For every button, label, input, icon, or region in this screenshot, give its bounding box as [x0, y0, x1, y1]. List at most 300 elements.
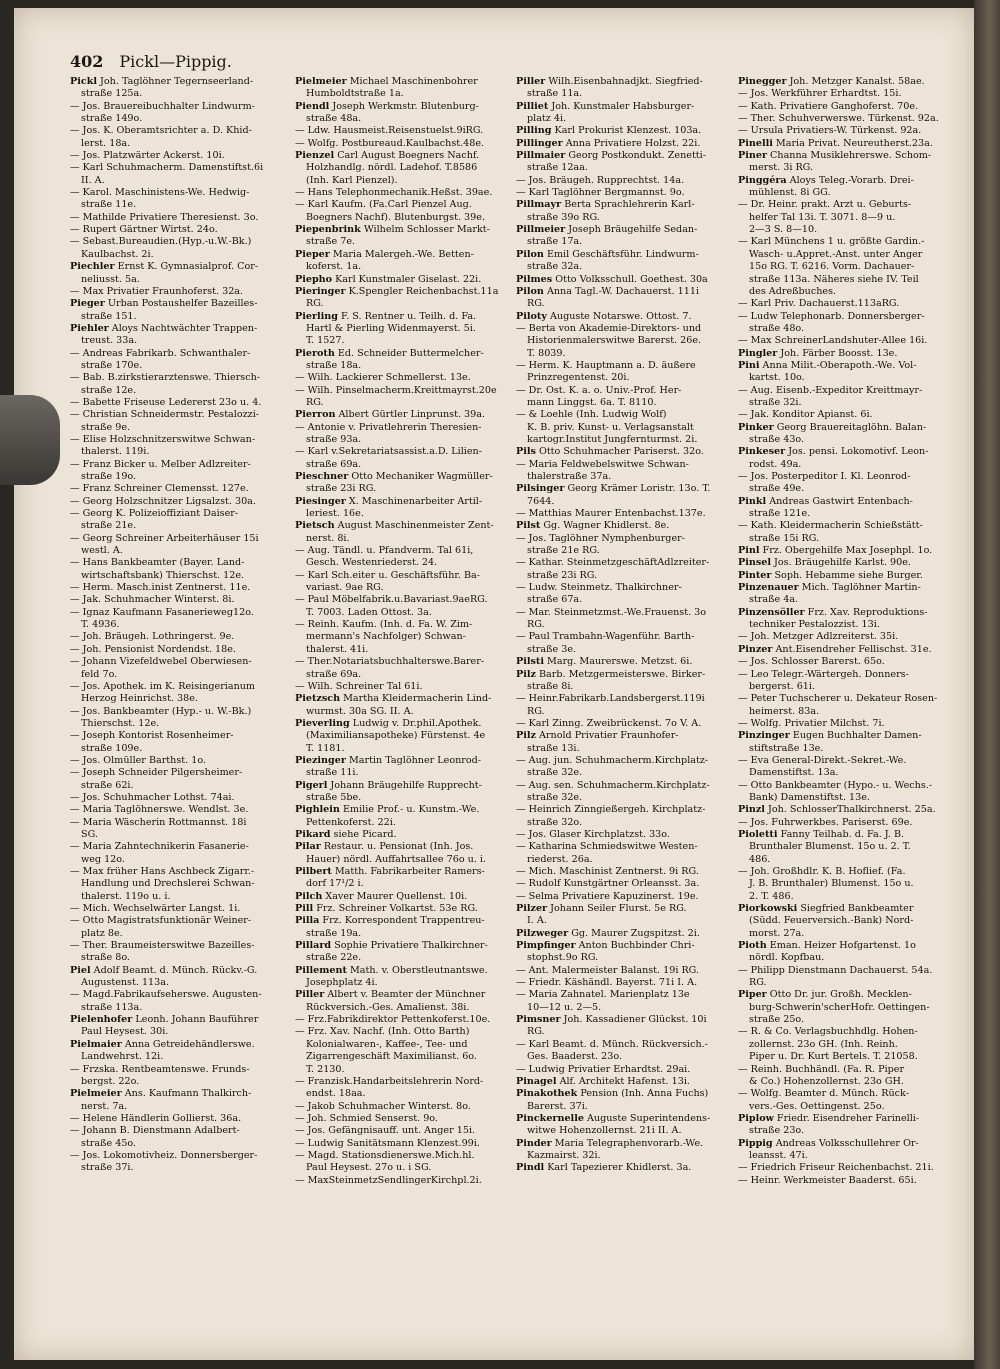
- entry-text: — Babette Friseuse Ledererst 23o u. 4.: [70, 396, 262, 408]
- entry-continuation: Barerst. 37i.: [527, 1100, 588, 1112]
- entry-surname: Pioletti: [738, 828, 778, 840]
- entry-surname: Pieverling: [295, 717, 350, 729]
- entry-text: — Ludw. Steinmetz. Thalkirchner-: [516, 582, 682, 594]
- entry-text: — Aug. Eisenb.-Expeditor Kreittmayr-: [738, 384, 923, 396]
- entry-continuation: Brunthaler Blumenst. 15o u. 2. T.: [749, 841, 911, 853]
- entry-text: Gg. Wagner Khidlerst. 8e.: [540, 520, 670, 532]
- entry-surname: Pinegger: [738, 76, 787, 87]
- directory-entry: [295, 718, 517, 730]
- directory-entry: [516, 693, 738, 705]
- entry-continuation: thalerst. 119o u. i.: [81, 890, 171, 902]
- entry-surname: Pilon: [516, 248, 544, 260]
- directory-entry: [516, 1113, 738, 1125]
- directory-entry: [738, 607, 946, 619]
- directory-entry: [295, 903, 517, 915]
- directory-entry: [516, 533, 738, 545]
- directory-entry: [295, 1026, 517, 1038]
- directory-entry: [70, 681, 292, 693]
- entry-continuation: I. A.: [527, 915, 547, 927]
- entry-text: Channa Musiklehrerswe. Schom-: [767, 150, 932, 162]
- entry-surname: Piner: [738, 150, 767, 162]
- page-clip-tab: [0, 395, 60, 485]
- directory-entry: [516, 804, 738, 816]
- entry-text: Frz. Korrespondent Trappentreu-: [319, 915, 485, 927]
- entry-surname: Pinker: [738, 421, 774, 433]
- entry-text: Mich. Taglöhner Martin-: [798, 582, 921, 594]
- entry-continuation: straße 69a.: [306, 668, 362, 680]
- entry-continuation: merst. 3i RG.: [749, 162, 814, 174]
- directory-entry: [516, 1162, 738, 1174]
- entry-text: Barb. Metzgermeisterswe. Birker-: [535, 668, 706, 680]
- directory-entry: [516, 940, 738, 952]
- entry-text: — Mar. Steinmetzmst.-We.Frauenst. 3o: [516, 606, 707, 618]
- entry-continuation: feld 7o.: [81, 668, 118, 680]
- entry-continuation: RG.: [527, 705, 545, 717]
- directory-entry: [738, 631, 946, 643]
- directory-entry: [295, 446, 517, 458]
- entry-text: — Christian Schneidermstr. Pestalozzi-: [70, 409, 260, 421]
- entry-surname: Pikard: [295, 828, 331, 840]
- entry-continuation: Herzog Heinrichst. 38e.: [81, 693, 198, 705]
- entry-continuation: neliusst. 5a.: [81, 273, 140, 285]
- directory-entry: [70, 940, 292, 952]
- directory-entry: [295, 409, 517, 421]
- entry-continuation: straße 48o.: [749, 322, 805, 334]
- entry-continuation: helfer Tal 13i. T. 3071. 8—9 u.: [749, 211, 896, 223]
- entry-text: Ludwig v. Dr.phil.Apothek.: [349, 717, 482, 729]
- directory-entry: [295, 841, 517, 853]
- entry-continuation: straße 43o.: [749, 433, 805, 445]
- entry-surname: Pillmeier: [516, 224, 566, 236]
- directory-entry: [516, 1014, 738, 1026]
- entry-text: Joh. Kunstmaler Habsburger-: [548, 100, 695, 112]
- entry-continuation: Augustenst. 113a.: [81, 977, 170, 989]
- entry-continuation: dorf 17¹/2 i.: [306, 878, 364, 890]
- directory-entry: [70, 730, 292, 742]
- entry-continuation: wurmst. 30a SG. II. A.: [306, 705, 414, 717]
- directory-entry: [516, 224, 738, 236]
- directory-entry: [295, 755, 517, 767]
- entry-continuation: straße 13i.: [527, 742, 580, 754]
- directory-entry: [70, 162, 292, 174]
- directory-entry: [738, 1175, 946, 1187]
- directory-entry: [295, 311, 517, 323]
- directory-entry: [295, 1125, 517, 1137]
- entry-surname: Pilzer: [516, 903, 548, 915]
- directory-entry: [516, 187, 738, 199]
- directory-entry: [70, 348, 292, 360]
- entry-continuation: westl. A.: [81, 545, 123, 557]
- entry-continuation: Boegners Nachf). Blutenburgst. 39e.: [306, 211, 485, 223]
- entry-text: — Aug. Tändl. u. Pfandverm. Tal 61i,: [295, 545, 474, 557]
- entry-continuation: thalerstraße 37a.: [527, 471, 612, 482]
- entry-text: — Otto Magistratsfunktionär Weiner-: [70, 915, 252, 927]
- entry-continuation: nerst. 7a.: [81, 1100, 128, 1112]
- entry-continuation: straße 15i RG.: [749, 532, 820, 544]
- directory-entry: [738, 669, 946, 681]
- entry-surname: Pinckernelle: [516, 1112, 584, 1124]
- directory-entry: [70, 755, 292, 767]
- entry-text: — Georg Schreiner Arbeiterhäuser 15i: [70, 532, 259, 544]
- directory-entry: [70, 607, 292, 619]
- entry-text: Siegfried Bankbeamter: [797, 903, 914, 915]
- entry-text: — Kath. Kleidermacherin Schießstätt-: [738, 520, 923, 532]
- directory-entry: [70, 459, 292, 471]
- entry-text: Emilie Prof.- u. Kunstm.-We.: [339, 804, 480, 816]
- entry-text: — Mathilde Privatiere Theresienst. 3o.: [70, 211, 259, 223]
- directory-entry: [738, 113, 946, 125]
- entry-text: — Karl Münchens 1 u. größte Gardin.-: [738, 236, 925, 248]
- entry-text: K.Spengler Reichenbachst.11a: [345, 285, 499, 297]
- entry-continuation: mann Linggst. 6a. T. 8110.: [527, 396, 657, 408]
- entry-continuation: rodst. 49a.: [749, 458, 802, 470]
- directory-entry: [295, 940, 517, 952]
- entry-continuation: straße 45o.: [81, 1137, 137, 1149]
- directory-entry: [738, 1088, 946, 1100]
- entry-text: Anna Privatiere Holzst. 22i.: [562, 137, 701, 149]
- directory-entry: [295, 804, 517, 816]
- entry-text: — R. & Co. Verlagsbuchhdlg. Hohen-: [738, 1026, 918, 1038]
- entry-continuation: straße 19o.: [81, 471, 137, 482]
- entry-text: August Maschinenmeister Zent-: [334, 520, 494, 532]
- directory-entry: [516, 780, 738, 792]
- entry-text: Frz. Schreiner Volkartst. 53e RG.: [313, 903, 478, 915]
- entry-text: Johann Bräugehilfe Rupprecht-: [327, 779, 482, 791]
- entry-continuation: straße 113a. Näheres siehe IV. Teil: [749, 273, 919, 285]
- entry-continuation: endst. 18aa.: [306, 1088, 366, 1100]
- entry-continuation: stophst.9o RG.: [527, 952, 599, 964]
- entry-continuation: Prinzregentenst. 20i.: [527, 372, 630, 384]
- entry-surname: Pinggéra: [738, 174, 787, 186]
- entry-text: Karl Prokurist Klenzest. 103a.: [551, 125, 702, 137]
- entry-continuation: 7644.: [527, 495, 555, 507]
- entry-text: — Paul Trambahn-Wagenführ. Barth-: [516, 631, 695, 643]
- directory-entry: [295, 138, 517, 150]
- directory-entry: [70, 644, 292, 656]
- entry-continuation: J. B. Brunthaler) Blumenst. 15o u.: [749, 878, 914, 890]
- entry-continuation: Kazmairst. 32i.: [527, 1149, 601, 1161]
- directory-entry: [516, 101, 738, 113]
- entry-surname: Pilliet: [516, 100, 549, 112]
- entry-text: Maria Malergeh.-We. Betten-: [329, 248, 474, 260]
- entry-text: — Karl Taglöhner Bergmannst. 9o.: [516, 187, 685, 199]
- entry-continuation: thalerst. 41i.: [306, 643, 369, 655]
- directory-entry: [70, 236, 292, 248]
- directory-entry: [738, 360, 946, 372]
- directory-entry: [516, 1076, 738, 1088]
- entry-text: — Ther. Braumeisterswitwe Bazeilles-: [70, 940, 255, 952]
- entry-continuation: Rückversich.-Ges. Amalienst. 38i.: [306, 1001, 470, 1013]
- directory-entry: [516, 878, 738, 890]
- directory-entry: [516, 1039, 738, 1051]
- entry-continuation: straße 21e RG.: [527, 545, 600, 557]
- directory-entry: [516, 150, 738, 162]
- entry-text: — Helene Händlerin Gollierst. 36a.: [70, 1112, 242, 1124]
- directory-entry: [70, 150, 292, 162]
- directory-entry: [70, 372, 292, 384]
- directory-entry: [516, 360, 738, 372]
- entry-continuation: straße 9e.: [81, 421, 131, 433]
- directory-entry: [70, 125, 292, 137]
- entry-continuation: straße 12aa.: [527, 162, 588, 174]
- entry-text: Michael Maschinenbohrer: [346, 76, 478, 87]
- entry-text: — MaxSteinmetzSendlingerKirchpl.2i.: [295, 1174, 482, 1186]
- entry-text: — Ludwig Sanitätsmann Klenzest.99i.: [295, 1137, 480, 1149]
- entry-text: — Matthias Maurer Entenbachst.137e.: [516, 508, 706, 520]
- entry-text: — Karl v.Sekretariatsassist.a.D. Lilien-: [295, 446, 482, 458]
- directory-entry: [295, 1175, 517, 1187]
- entry-text: — Karl Zinng. Zweibrückenst. 7o V. A.: [516, 717, 702, 729]
- entry-surname: Pilsinger: [516, 483, 565, 495]
- entry-surname: Pinakothek: [516, 1088, 578, 1100]
- column-1: [70, 76, 292, 1346]
- directory-entry: [295, 1138, 517, 1150]
- entry-text: — Magd.Fabrikaufseherswe. Augusten-: [70, 989, 262, 1001]
- entry-continuation: straße 21e.: [81, 520, 137, 532]
- directory-entry: [738, 520, 946, 532]
- entry-continuation: Josephplatz 4i.: [306, 977, 378, 989]
- entry-surname: Pinkl: [738, 495, 767, 507]
- entry-continuation: straße 32a.: [527, 261, 583, 273]
- entry-text: — Jos. Lokomotivheiz. Donnersberger-: [70, 1149, 258, 1161]
- entry-text: — Maria Feldwebelswitwe Schwan-: [516, 458, 689, 470]
- entry-continuation: SG.: [81, 828, 98, 840]
- entry-text: — Franz Schreiner Clemensst. 127e.: [70, 483, 249, 495]
- directory-entry: [70, 1125, 292, 1137]
- entry-text: Joh. Färber Boosst. 13e.: [777, 347, 898, 359]
- directory-entry: [738, 298, 946, 310]
- directory-entry: [295, 422, 517, 434]
- directory-entry: [738, 1113, 946, 1125]
- entry-text: Berta Sprachlehrerin Karl-: [561, 199, 695, 211]
- entry-continuation: II. A.: [81, 174, 105, 186]
- entry-continuation: weg 12o.: [81, 853, 125, 865]
- directory-entry: [70, 261, 292, 273]
- entry-text: — Rupert Gärtner Wirtst. 24o.: [70, 224, 218, 236]
- entry-continuation: heimerst. 83a.: [749, 705, 820, 717]
- entry-surname: Pilmes: [516, 273, 553, 285]
- entry-surname: Pinzl: [738, 804, 765, 816]
- entry-continuation: straße 32e.: [527, 767, 583, 779]
- directory-entry: [70, 298, 292, 310]
- entry-continuation: platz 4i.: [527, 113, 567, 125]
- entry-continuation: Pettenkoferst. 22i.: [306, 816, 396, 828]
- entry-text: — Wolfg. Beamter d. Münch. Rück-: [738, 1088, 909, 1100]
- entry-continuation: straße 3e.: [527, 643, 577, 655]
- directory-entry: [70, 1113, 292, 1125]
- directory-entry: [516, 274, 738, 286]
- entry-text: Jos. pensi. Lokomotivf. Leon-: [785, 446, 929, 458]
- directory-entry: [738, 989, 946, 1001]
- directory-entry: [516, 903, 738, 915]
- entry-continuation: Historienmalerswitwe Barerst. 26e.: [527, 335, 702, 347]
- directory-entry: [295, 866, 517, 878]
- entry-text: — Otto Bankbeamter (Hypo.- u. Wechs.-: [738, 779, 933, 791]
- entry-continuation: Piper u. Dr. Kurt Bertels. T. 21058.: [749, 1051, 918, 1063]
- directory-entry: [738, 199, 946, 211]
- directory-entry: [738, 311, 946, 323]
- directory-entry: [516, 1064, 738, 1076]
- directory-entry: [516, 891, 738, 903]
- entry-text: — Hans Bankbeamter (Bayer. Land-: [70, 557, 245, 569]
- entry-text: Otto Schuhmacher Pariserst. 32o.: [535, 446, 704, 458]
- book-edge: [974, 0, 1000, 1369]
- entry-text: Fanny Teilhab. d. Fa. J. B.: [777, 828, 905, 840]
- entry-surname: Pieper: [295, 248, 330, 260]
- directory-entry: [516, 385, 738, 397]
- directory-entry: [70, 965, 292, 977]
- entry-text: Urban Postaushelfer Bazeilles-: [104, 298, 258, 310]
- directory-entry: [516, 125, 738, 137]
- directory-entry: [70, 508, 292, 520]
- directory-entry: [738, 804, 946, 816]
- entry-continuation: kartst. 10o.: [749, 372, 805, 384]
- entry-text: — Ant. Malermeister Balanst. 19i RG.: [516, 964, 700, 976]
- entry-surname: Pigerl: [295, 779, 328, 791]
- entry-text: Adolf Beamt. d. Münch. Rückv.-G.: [90, 964, 258, 976]
- entry-continuation: mermann's Nachfolger) Schwan-: [306, 631, 466, 643]
- directory-entry: [295, 348, 517, 360]
- entry-surname: Pighlein: [295, 804, 340, 816]
- entry-continuation: Bank) Damenstiftst. 13e.: [749, 791, 870, 803]
- entry-text: — Elise Holzschnitzerswitwe Schwan-: [70, 433, 256, 445]
- entry-continuation: straße 25o.: [749, 1014, 805, 1026]
- entry-surname: Pickl: [70, 76, 97, 87]
- directory-entry: [516, 1088, 738, 1100]
- entry-text: — Mich. Wechselwärter Langst. 1i.: [70, 903, 241, 915]
- entry-text: Soph. Hebamme siehe Burger.: [771, 569, 923, 581]
- directory-entry: [516, 557, 738, 569]
- directory-entry: [516, 1138, 738, 1150]
- entry-text: Karl Kunstmaler Giselast. 22i.: [332, 273, 482, 285]
- entry-surname: Pillement: [295, 964, 347, 976]
- entry-surname: Pimpfinger: [516, 940, 576, 952]
- entry-continuation: 486.: [749, 853, 771, 865]
- directory-entry: [516, 483, 738, 495]
- entry-text: Martin Taglöhner Leonrod-: [345, 754, 482, 766]
- directory-entry: [295, 780, 517, 792]
- entry-text: — Reinh. Buchhändl. (Fa. R. Piper: [738, 1063, 905, 1075]
- entry-surname: Pippig: [738, 1137, 773, 1149]
- entry-text: Math. v. Oberstleutnantswe.: [346, 964, 488, 976]
- entry-continuation: 2. T. 486.: [749, 890, 794, 902]
- directory-entry: [70, 496, 292, 508]
- directory-entry: [70, 212, 292, 224]
- entry-continuation: straße 62i.: [81, 779, 134, 791]
- entry-surname: Pilzweger: [516, 927, 569, 939]
- entry-text: — Herm. Masch.inist Zentnerst. 11e.: [70, 582, 251, 594]
- entry-text: Georg Postkondukt. Zenetti-: [565, 150, 706, 162]
- entry-continuation: Holzhandlg. nördl. Ladehof. T.8586: [306, 162, 478, 174]
- entry-text: Sophie Privatiere Thalkirchner-: [331, 940, 488, 952]
- directory-entry: [70, 1088, 292, 1100]
- directory-entry: [738, 570, 946, 582]
- entry-text: — Bab. B.zirkstierarztenswe. Thiersch-: [70, 372, 260, 384]
- entry-text: — Kathar. SteinmetzgeschäftAdlzreiter-: [516, 557, 710, 569]
- entry-continuation: 15o RG. T. 6216. Vorm. Dachauer-: [749, 261, 915, 273]
- directory-entry: [516, 286, 738, 298]
- entry-continuation: morst. 27a.: [749, 927, 805, 939]
- directory-entry: [295, 125, 517, 137]
- entry-continuation: Paul Heysest. 30i.: [81, 1026, 169, 1038]
- entry-text: Georg Brauereitaglöhn. Balan-: [773, 421, 927, 433]
- entry-text: — Jos. Fuhrwerkbes. Pariserst. 69e.: [738, 816, 913, 828]
- entry-continuation: straße 7e.: [306, 236, 356, 248]
- entry-text: Carl August Boegners Nachf.: [334, 150, 480, 162]
- entry-continuation: RG.: [749, 977, 767, 989]
- entry-text: — Joh. Pensionist Nordendst. 18e.: [70, 643, 236, 655]
- directory-entry: [70, 101, 292, 113]
- entry-continuation: straße 4a.: [749, 594, 799, 606]
- entry-continuation: Humboldtstraße 1a.: [306, 88, 404, 100]
- directory-entry: [516, 76, 738, 88]
- entry-text: Albert v. Beamter der Münchner: [324, 989, 486, 1001]
- page-header: [70, 52, 232, 76]
- directory-entry: [738, 780, 946, 792]
- entry-text: Otto Mechaniker Wagmüller-: [348, 471, 493, 482]
- entry-text: — Wolfg. Postbureaud.Kaulbachst.48e.: [295, 137, 485, 149]
- entry-text: Xaver Maurer Quellenst. 10i.: [322, 890, 468, 902]
- directory-entry: [516, 508, 738, 520]
- entry-surname: Piepho: [295, 273, 333, 285]
- entry-text: — Joh. Metzger Adlzreiterst. 35i.: [738, 631, 899, 643]
- entry-text: Andreas Gastwirt Entenbach-: [766, 495, 913, 507]
- directory-entry: [295, 385, 517, 397]
- entry-surname: Piesinger: [295, 495, 346, 507]
- entry-continuation: leriest. 16e.: [306, 508, 364, 520]
- directory-entry: [516, 446, 738, 458]
- entry-surname: Pillard: [295, 940, 332, 952]
- entry-text: F. S. Rentner u. Teilh. d. Fa.: [338, 310, 477, 322]
- directory-entry: [70, 866, 292, 878]
- entry-text: — Max Privatier Fraunhoferst. 32a.: [70, 285, 244, 297]
- directory-entry: [295, 570, 517, 582]
- entry-continuation: zollernst. 23o GH. (Inh. Reinh.: [749, 1038, 898, 1050]
- entry-surname: Pietsch: [295, 520, 335, 532]
- directory-entry: [70, 286, 292, 298]
- directory-entry: [295, 619, 517, 631]
- entry-continuation: straße 37i.: [81, 1162, 134, 1174]
- entry-text: — Rudolf Kunstgärtner Orleansst. 3a.: [516, 878, 700, 890]
- entry-text: — Sebast.Bureaudien.(Hyp.-u.W.-Bk.): [70, 236, 252, 248]
- entry-continuation: straße 12e.: [81, 384, 137, 396]
- entry-text: — Jos. Schlosser Barerst. 65o.: [738, 656, 885, 668]
- entry-surname: Pils: [516, 446, 536, 458]
- entry-text: — Joh. Schmied Senserst. 9o.: [295, 1112, 438, 1124]
- directory-entry: [295, 76, 517, 88]
- entry-text: Auguste Notarswe. Ottost. 7.: [546, 310, 692, 322]
- directory-entry: [516, 607, 738, 619]
- entry-text: — Magd. Stationsdienerswe.Mich.hl.: [295, 1149, 475, 1161]
- directory-entry: [516, 730, 738, 742]
- directory-entry: [738, 138, 946, 150]
- directory-entry: [516, 582, 738, 594]
- directory-entry: [295, 1101, 517, 1113]
- entry-text: — Hans Telephonmechanik.Heßst. 39ae.: [295, 187, 493, 199]
- page-number: 402: [70, 52, 104, 71]
- entry-surname: Pinzinger: [738, 730, 790, 742]
- entry-text: — Katharina Schmiedswitwe Westen-: [516, 841, 698, 853]
- entry-continuation: bergst. 22o.: [81, 1075, 140, 1087]
- directory-entry: [295, 199, 517, 211]
- entry-text: Otto Volksschull. Goethest. 30a: [552, 273, 708, 285]
- entry-continuation: leansst. 47i.: [749, 1149, 808, 1161]
- entry-text: — Frzska. Rentbeamtenswe. Frunds-: [70, 1063, 250, 1075]
- entry-text: — Joh. Bräugeh. Lothringerst. 9e.: [70, 631, 235, 643]
- entry-continuation: T. 7003. Laden Ottost. 3a.: [306, 606, 432, 618]
- entry-surname: Pieger: [70, 298, 105, 310]
- directory-entry: [70, 397, 292, 409]
